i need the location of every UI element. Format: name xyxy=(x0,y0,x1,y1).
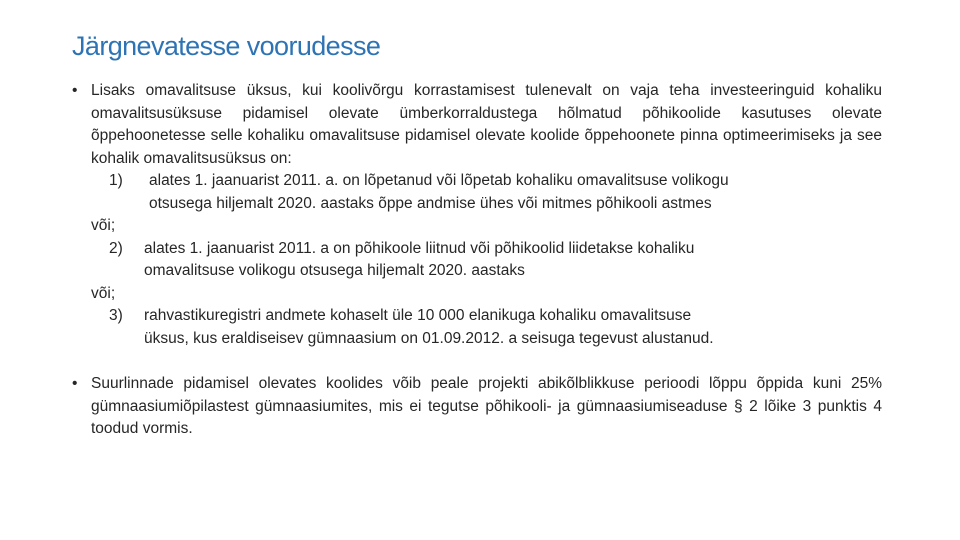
slide-content xyxy=(72,80,882,441)
bullet-dot: • xyxy=(72,82,78,99)
bullet-paragraph-1 xyxy=(72,80,882,170)
list-item-line: omavalitsuse volikogu otsusega hiljemalt 2020. aastaks xyxy=(144,262,525,279)
list-item-line: üksus, kus eraldiseisev gümnaasium on 01.09.2012. a seisuga tegevust alustanud. xyxy=(144,329,714,347)
bullet-paragraph-2 xyxy=(72,373,882,441)
list-item-line: alates 1. jaanuarist 2011. a. on lõpetanud või lõpetab kohaliku omavalitsuse volikogu xyxy=(149,172,729,189)
bullet-1-intro: Lisaks omavalitsuse üksus, kui koolivõrgu korrastamisest tulenevalt on vaja teha investeeringuid kohaliku omavalitsusüksuse pidamisel olevate ümberkorraldustega hõlmatud põhikoolide kasutuses olevate õppehoonetesse selle kohaliku omavalitsuse pidamisel olevate koolide õppehoonete pinna optimeerimiseks ja see kohalik omavalitsusüksus on: xyxy=(91,82,882,167)
list-item-number: 2) xyxy=(109,239,123,257)
list-item-1 xyxy=(72,170,882,215)
list-item-line: rahvastikuregistri andmete kohaselt üle 10 000 elanikuga kohaliku omavalitsuse xyxy=(144,307,692,324)
slide-title: Järgnevatesse voorudesse xyxy=(72,31,381,61)
list-item-line: alates 1. jaanuarist 2011. a on põhikoole liitnud või põhikoolid liidetakse kohaliku xyxy=(144,239,695,257)
list-item-line: otsusega hiljemalt 2020. aastaks õppe andmise ühes või mitmes põhikooli astmes xyxy=(149,194,712,212)
connector-text: või; xyxy=(91,217,116,234)
list-item-number: 1) xyxy=(109,172,123,189)
bullet-dot: • xyxy=(72,375,78,392)
connector-text: või; xyxy=(91,284,116,302)
list-item-number: 3) xyxy=(109,307,123,324)
list-item-3 xyxy=(72,305,882,350)
bullet-2-text: Suurlinnade pidamisel olevates koolides võib peale projekti abikõlblikkuse perioodi lõppu õppida kuni 25% gümnaasiumiõpilastest gümnaasiumites, mis ei tegutse põhikooli- ja gümnaasiumiseaduse § 2 lõike 3 punktis 4 toodud vormis. xyxy=(91,375,882,437)
list-item-2 xyxy=(72,238,882,283)
